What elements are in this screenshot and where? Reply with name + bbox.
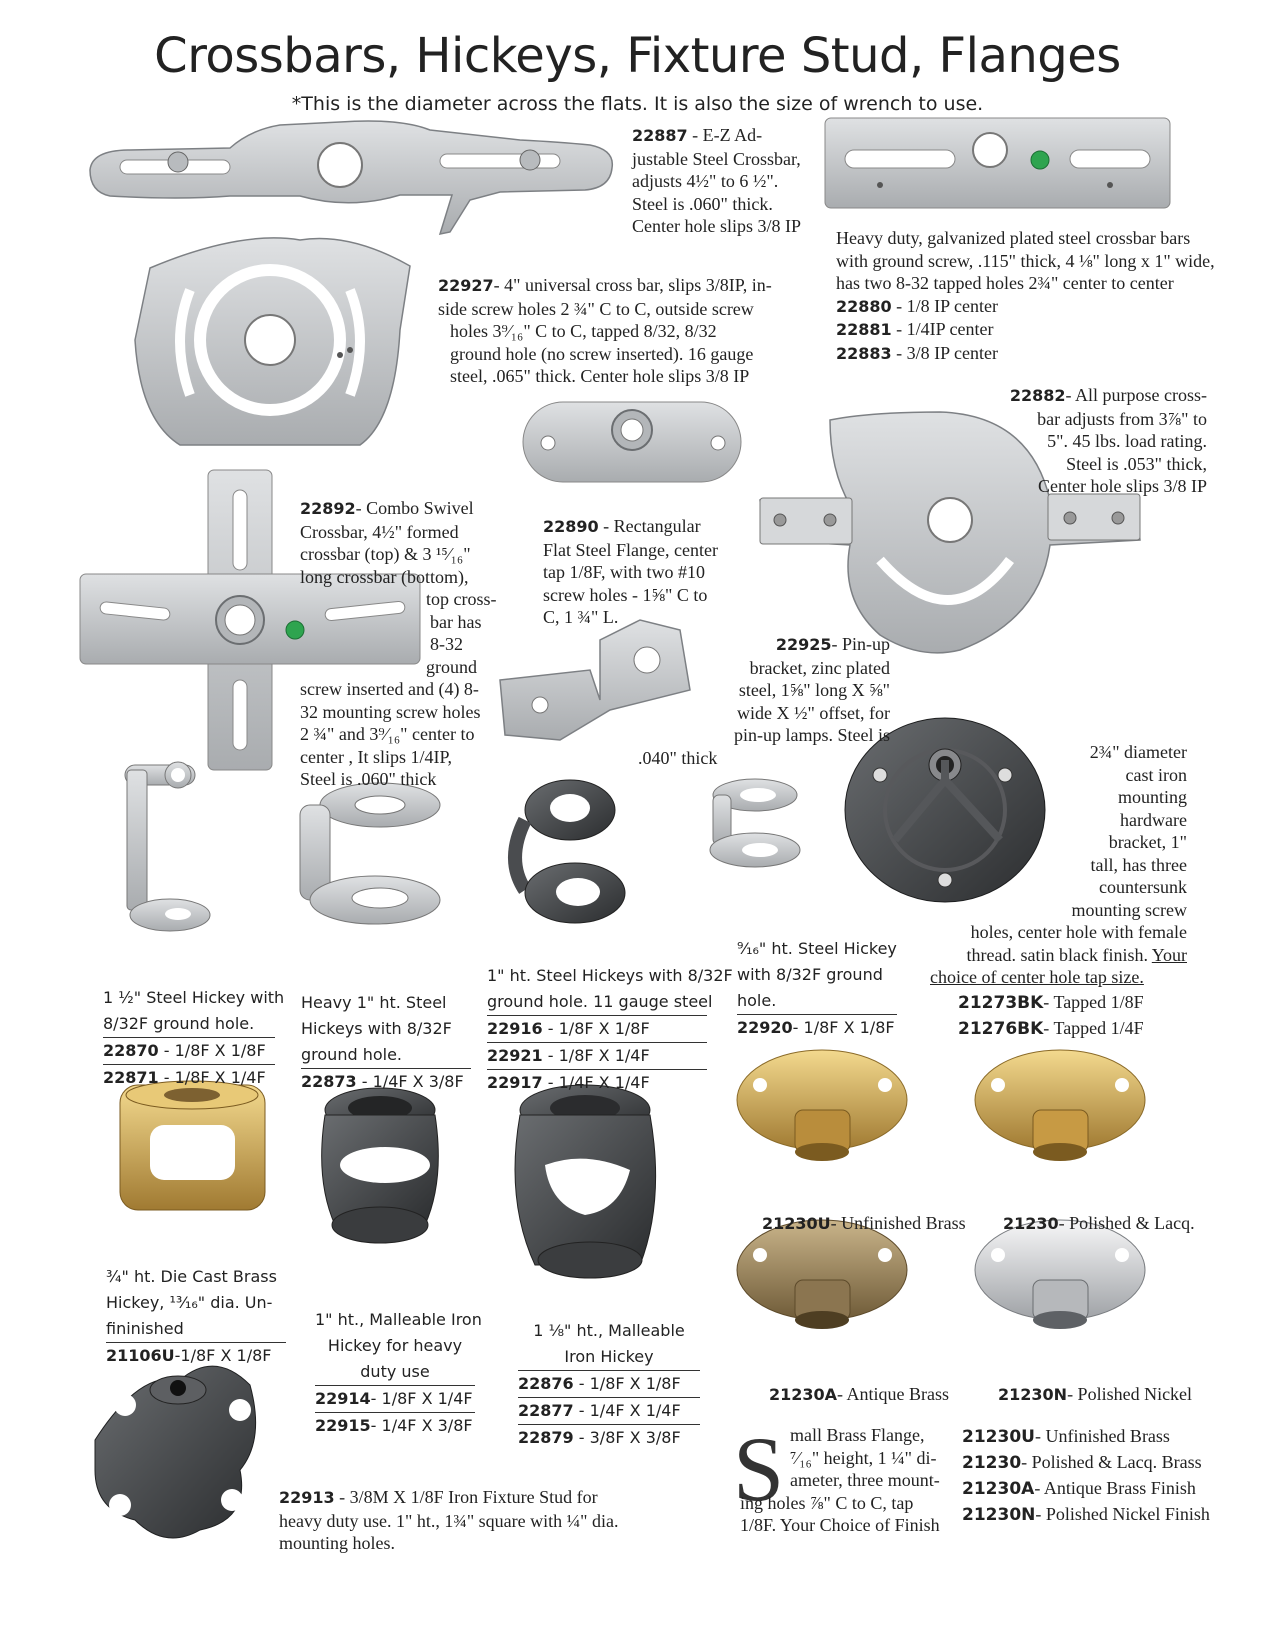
flange-caption-21230: 21230- Polished & Lacq. — [1003, 1213, 1195, 1233]
item-22887-text: 22887 - E-Z Ad- justable Steel Crossbar, adjusts 4½" to 6 ½". Steel is .060" thick. Center hole slips 3/8 IP — [632, 125, 801, 236]
hickey-22873-image — [300, 783, 440, 924]
flange-description: mall Brass Flange, ⁷⁄₁₆" height, 1 ¼" di- ameter, three mount- ing holes ⅞" C to C, tap 1/8F. Your Choice of Finish — [740, 1425, 940, 1535]
flange-21230u-image — [737, 1050, 907, 1161]
item-22870-text: 1 ½" Steel Hickey with 8/32F ground hole. 22870 - 1/8F X 1/8F 22871 - 1/8F X 1/4F — [103, 988, 285, 1087]
item-22925-text: 22925- Pin-up bracket, zinc plated steel, 1⅝" long X ⅝" wide X ½" offset, for pin-up lamps. Steel is .040" thick — [638, 634, 890, 768]
page-title: Crossbars, Hickeys, Fixture Stud, Flanges — [154, 28, 1121, 84]
item-22876-text: 1 ⅛" ht., Malleable Iron Hickey 22876 - 1/8F X 1/8F 22877 - 1/4F X 1/4F 22879 - 3/8F X 3/8F — [518, 1318, 700, 1451]
hickey-22920-image — [710, 779, 800, 867]
flange-21230a-image — [737, 1220, 907, 1329]
flange-caption-21230u: 21230U- Unfinished Brass — [762, 1213, 966, 1233]
crossbar-22887-image — [90, 121, 612, 234]
item-22882-text: 22882- All purpose cross- bar adjusts from 3⅞" to 5". 45 lbs. load rating. Steel is .053" thick, Center hole slips 3/8 IP — [1009, 385, 1207, 496]
hickey-22876-image — [515, 1085, 656, 1278]
fixture-stud-22913-image — [95, 1366, 256, 1538]
item-22914-text: 1" ht., Malleable Iron Hickey for heavy duty use 22914- 1/8F X 1/4F 22915- 1/4F X 3/8F — [315, 1310, 482, 1435]
hickey-21106u-image — [120, 1081, 265, 1210]
item-castiron-text: 2¾" diameter cast iron mounting hardware bracket, 1" tall, has three countersunk mounting screw holes, center hole with female thread. satin black finish. Your choice of center hole tap size. — [930, 742, 1187, 987]
crossbar-22880-image — [825, 118, 1170, 208]
item-code: 22887 — [632, 126, 688, 145]
hickey-22916-image — [515, 780, 625, 923]
item-22890-text: 22890 - Rectangular Flat Steel Flange, center tap 1/8F, with two #10 screw holes - 1⅝" C to C, 1 ¾" L. — [543, 516, 718, 627]
flange-22890-image — [523, 402, 741, 482]
item-heavy-duty-text: Heavy duty, galvanized plated steel crossbar bars with ground screw, .115" thick, 4 ⅛" long x 1" wide, has two 8-32 tapped holes 2¾" center to center 22880 - 1/8 IP center 22881 - 1/4IP center 22883 - 3/8 IP center — [836, 228, 1215, 363]
flange-21230n-image — [975, 1220, 1145, 1329]
flange-caption-21230n: 21230N- Polished Nickel — [998, 1384, 1193, 1404]
drop-cap: S — [733, 1418, 785, 1520]
hickey-22870-image — [125, 762, 210, 931]
page-subtitle: *This is the diameter across the flats. It is also the size of wrench to use. — [291, 93, 984, 115]
item-22920-text: ⁹⁄₁₆" ht. Steel Hickey with 8/32F ground hole. 22920- 1/8F X 1/8F — [737, 939, 897, 1037]
item-21106u-text: ¾" ht. Die Cast Brass Hickey, ¹³⁄₁₆" dia. Un- fininished 21106U-1/8F X 1/8F — [106, 1264, 286, 1369]
item-22927-text: 22927- 4" universal cross bar, slips 3/8IP, in- side screw holes 2 ¾" C to C, outside screw holes 3⁹⁄₁₆" C to C, tapped 8/32, 8/32 ground hole (no screw inserted). 16 gauge steel, .065" thick. Center hole slips 3/8 IP — [438, 275, 772, 386]
flange-caption-21230a: 21230A- Antique Brass — [769, 1384, 950, 1404]
flange-21230-image — [975, 1050, 1145, 1161]
item-22873-text: Heavy 1" ht. Steel Hickeys with 8/32F ground hole. 22873 - 1/4F X 3/8F — [301, 990, 471, 1095]
hickey-22914-image — [322, 1088, 439, 1243]
item-22913-text: 22913 - 3/8M X 1/8F Iron Fixture Stud for heavy duty use. 1" ht., 1¾" square with ¼" dia. mounting holes. — [279, 1487, 619, 1553]
item-22916-text: 1" ht. Steel Hickeys with 8/32F ground hole. 11 gauge steel 22916 - 1/8F X 1/8F 22921 - 1/8F X 1/4F 22917 - 1/4F X 1/4F — [487, 966, 733, 1092]
item-castiron-codes: 21273BK- Tapped 1/8F 21276BK- Tapped 1/4F — [958, 992, 1144, 1039]
flange-codes: 21230U- Unfinished Brass 21230- Polished & Lacq. Brass 21230A- Antique Brass Finish 21230N- Polished Nickel Finish — [962, 1426, 1210, 1525]
crossbar-22927-image — [135, 238, 410, 445]
item-22892-text: 22892- Combo Swivel Crossbar, 4½" formed crossbar (top) & 3 ¹⁵⁄₁₆" long crossbar (bottom), top cross- bar has 8-32 ground screw inserted and (4) 8- 32 mounting screw holes 2 ¾" and 3⁹⁄₁₆" center to center , It slips 1/4IP, Steel is .060" thick — [300, 498, 497, 789]
